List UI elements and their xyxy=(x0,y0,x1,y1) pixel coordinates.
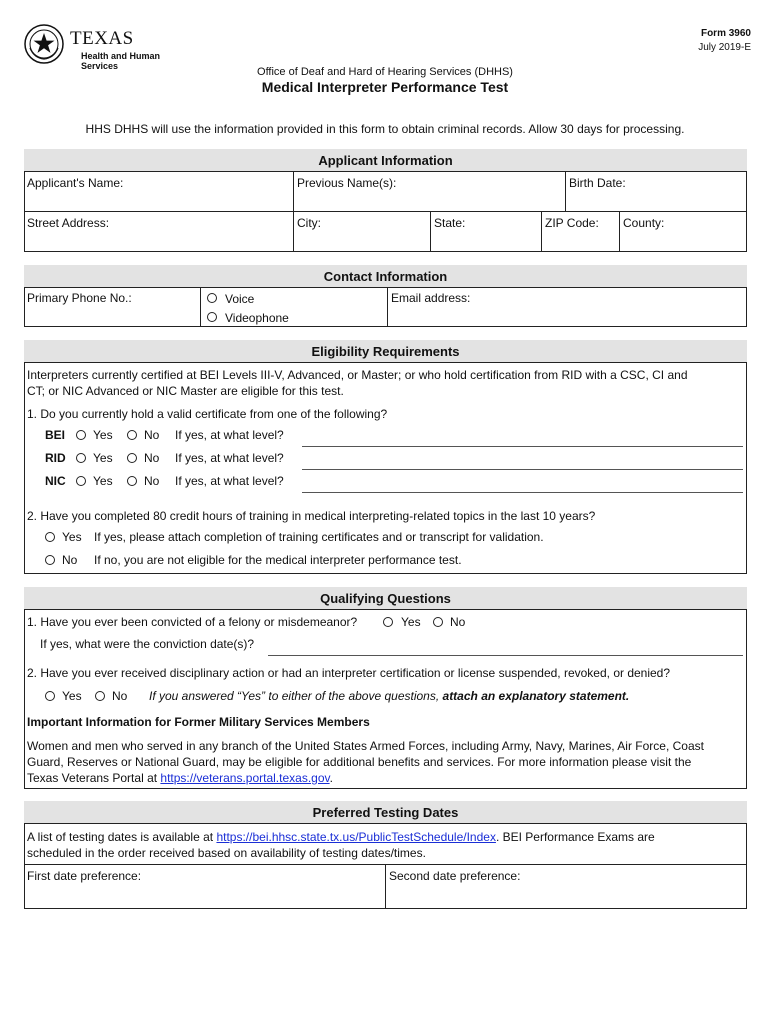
bei-no-radio[interactable] xyxy=(127,430,137,440)
videophone-radio[interactable] xyxy=(207,312,217,322)
email-address-label: Email address: xyxy=(391,291,471,305)
disciplinary-no-label: No xyxy=(112,689,128,703)
county-label: County: xyxy=(623,216,665,230)
divider xyxy=(619,211,620,252)
explanatory-note-emphasis: attach an explanatory statement. xyxy=(442,689,630,703)
previous-names-field[interactable] xyxy=(296,192,563,209)
disciplinary-yes-radio[interactable] xyxy=(45,691,55,701)
second-date-label: Second date preference: xyxy=(389,869,521,883)
second-date-field[interactable] xyxy=(388,884,745,907)
document-title: Medical Interpreter Performance Test xyxy=(261,79,509,95)
rid-no-label: No xyxy=(144,451,160,465)
county-field[interactable] xyxy=(622,232,745,250)
military-info-line3-text: Texas Veterans Portal at xyxy=(27,771,161,785)
training-hours-question: 2. Have you completed 80 credit hours of training in medical interpreting-related topics in the last 10 years? xyxy=(27,509,596,523)
nic-yes-radio[interactable] xyxy=(76,476,86,486)
first-date-field[interactable] xyxy=(26,884,383,907)
testing-dates-line2: scheduled in the order received based on availability of testing dates/times. xyxy=(27,846,426,860)
city-label: City: xyxy=(297,216,321,230)
nic-label: NIC xyxy=(45,474,66,488)
explanatory-note-text: If you answered “Yes” to either of the above questions, xyxy=(149,689,443,703)
bei-no-label: No xyxy=(144,428,160,442)
texas-seal-icon xyxy=(24,24,64,64)
previous-names-label: Previous Name(s): xyxy=(297,176,397,190)
nic-level-input[interactable] xyxy=(302,492,743,493)
explanatory-statement-note xyxy=(149,689,629,703)
rid-yes-label: Yes xyxy=(93,451,113,465)
rid-level-prompt: If yes, at what level? xyxy=(175,451,284,465)
logo-texas-text: TEXAS xyxy=(70,28,134,49)
test-schedule-link[interactable]: https://bei.hhsc.state.tx.us/PublicTestSchedule/Index xyxy=(216,830,496,844)
eligibility-intro-line1: Interpreters currently certified at BEI Levels III-V, Advanced, or Master; or who hold certification from RID with a CSC, CI and xyxy=(27,368,688,382)
street-address-label: Street Address: xyxy=(27,216,110,230)
form-number: Form 3960 xyxy=(700,28,751,39)
divider xyxy=(200,287,201,327)
street-address-field[interactable] xyxy=(26,232,291,250)
divider xyxy=(293,171,294,252)
city-field[interactable] xyxy=(296,232,428,250)
disciplinary-no-radio[interactable] xyxy=(95,691,105,701)
primary-phone-label: Primary Phone No.: xyxy=(27,291,132,305)
training-no-radio[interactable] xyxy=(45,555,55,565)
first-date-label: First date preference: xyxy=(27,869,142,883)
zip-code-label: ZIP Code: xyxy=(545,216,599,230)
nic-level-prompt: If yes, at what level? xyxy=(175,474,284,488)
logo-subtitle-line1: Health and Human xyxy=(81,51,161,61)
conviction-dates-prompt: If yes, what were the conviction date(s)? xyxy=(40,637,255,651)
military-info-line3-end: . xyxy=(329,771,333,785)
divider xyxy=(430,211,431,252)
training-no-note: If no, you are not eligible for the medical interpreter performance test. xyxy=(94,553,462,567)
primary-phone-field[interactable] xyxy=(26,306,198,325)
nic-no-radio[interactable] xyxy=(127,476,137,486)
military-info-line1: Women and men who served in any branch of the United States Armed Forces, including Army, Navy, Marines, Air Force, Coast xyxy=(27,739,704,753)
zip-code-field[interactable] xyxy=(544,232,617,250)
nic-no-label: No xyxy=(144,474,160,488)
bei-label: BEI xyxy=(45,428,66,442)
military-info-line2: Guard, Reserves or National Guard, may be eligible for additional benefits and services. For more information please visit the xyxy=(27,755,692,769)
office-name: Office of Deaf and Hard of Hearing Services (DHHS) xyxy=(257,66,513,78)
bei-yes-label: Yes xyxy=(93,428,113,442)
rid-label: RID xyxy=(45,451,66,465)
applicant-name-field[interactable] xyxy=(26,192,291,209)
state-field[interactable] xyxy=(433,232,539,250)
training-yes-radio[interactable] xyxy=(45,532,55,542)
nic-yes-label: Yes xyxy=(93,474,113,488)
military-info-heading: Important Information for Former Military Services Members xyxy=(27,715,370,729)
bei-level-input[interactable] xyxy=(302,446,743,447)
certificate-question: 1. Do you currently hold a valid certificate from one of the following? xyxy=(27,407,388,421)
felony-no-label: No xyxy=(450,615,466,629)
qualifying-questions-heading: Qualifying Questions xyxy=(24,587,747,609)
felony-question: 1. Have you ever been convicted of a felony or misdemeanor? xyxy=(27,615,358,629)
disciplinary-question: 2. Have you ever received disciplinary action or had an interpreter certification or license suspended, revoked, or denied? xyxy=(27,666,671,680)
bei-level-prompt: If yes, at what level? xyxy=(175,428,284,442)
logo-subtitle-line2: Services xyxy=(81,61,119,71)
training-yes-note: If yes, please attach completion of training certificates and or transcript for validation. xyxy=(94,530,544,544)
training-yes-label: Yes xyxy=(62,530,82,544)
disciplinary-yes-label: Yes xyxy=(62,689,82,703)
eligibility-requirements-heading: Eligibility Requirements xyxy=(24,340,747,362)
rid-level-input[interactable] xyxy=(302,469,743,470)
preferred-testing-dates-heading: Preferred Testing Dates xyxy=(24,801,747,823)
videophone-label: Videophone xyxy=(225,311,289,325)
form-date: July 2019-E xyxy=(698,42,751,53)
testing-dates-line1-end: . BEI Performance Exams are xyxy=(495,830,655,844)
email-address-field[interactable] xyxy=(390,306,745,325)
voice-radio[interactable] xyxy=(207,293,217,303)
veterans-portal-link[interactable]: https://veterans.portal.texas.gov xyxy=(160,771,330,785)
military-info-line3 xyxy=(27,770,745,786)
felony-yes-radio[interactable] xyxy=(383,617,393,627)
military-info-text xyxy=(27,738,745,786)
divider xyxy=(387,287,388,327)
birth-date-field[interactable] xyxy=(568,192,745,209)
birth-date-label: Birth Date: xyxy=(569,176,626,190)
privacy-notice: HHS DHHS will use the information provided in this form to obtain criminal records. Allow 30 days for processing. xyxy=(85,122,685,136)
eligibility-intro-line2: CT; or NIC Advanced or NIC Master are eligible for this test. xyxy=(27,384,344,398)
rid-no-radio[interactable] xyxy=(127,453,137,463)
applicant-name-label: Applicant's Name: xyxy=(27,176,124,190)
divider xyxy=(24,211,747,212)
testing-dates-line1 xyxy=(27,829,743,845)
testing-dates-info xyxy=(27,829,743,861)
bei-yes-radio[interactable] xyxy=(76,430,86,440)
rid-yes-radio[interactable] xyxy=(76,453,86,463)
divider xyxy=(565,171,566,211)
conviction-dates-input[interactable] xyxy=(268,655,743,656)
testing-dates-line1-text: A list of testing dates is available at xyxy=(27,830,217,844)
contact-information-heading: Contact Information xyxy=(24,265,747,287)
applicant-information-heading: Applicant Information xyxy=(24,149,747,171)
felony-yes-label: Yes xyxy=(401,615,421,629)
training-no-label: No xyxy=(62,553,78,567)
voice-label: Voice xyxy=(225,292,255,306)
divider xyxy=(541,211,542,252)
eligibility-intro xyxy=(27,367,743,399)
state-label: State: xyxy=(434,216,466,230)
divider xyxy=(385,864,386,909)
felony-no-radio[interactable] xyxy=(433,617,443,627)
